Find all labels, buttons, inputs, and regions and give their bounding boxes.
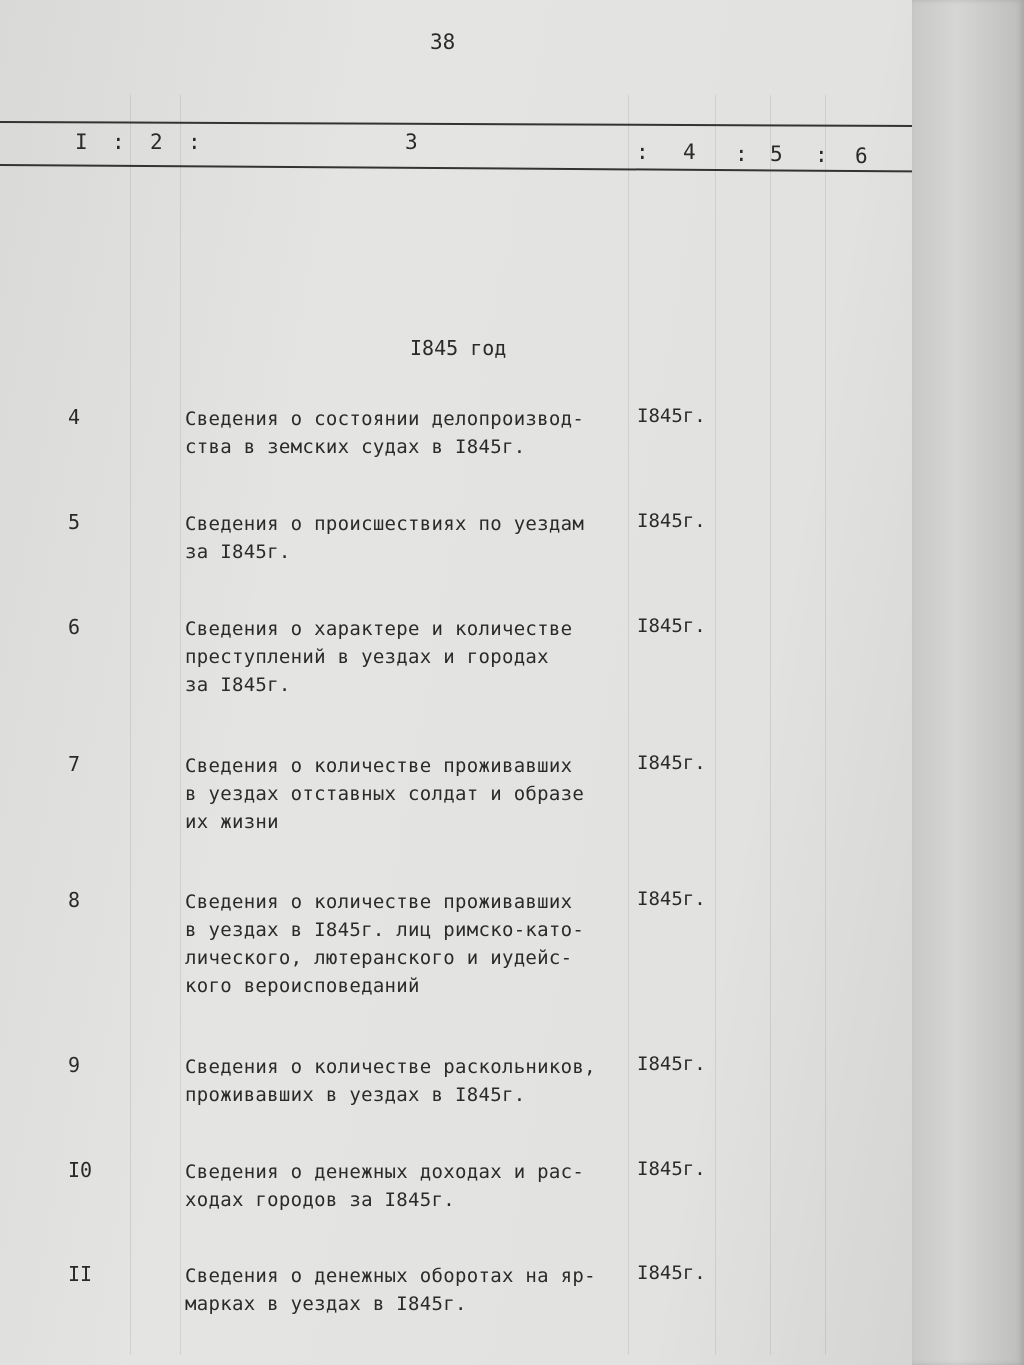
entry-line: в уездах в I845г. лиц римско-като- [185,919,585,941]
entry-line: преступлений в уездах и городах [185,646,549,668]
column-separator: : [735,142,748,166]
entry-number: 9 [68,1053,81,1077]
entry-description [185,405,630,461]
entry-description [185,1262,630,1318]
entry-line: Сведения о состоянии делопроизвод- [185,408,585,430]
entry-line: ства в земских судах в I845г. [185,436,526,458]
entry-line: ходах городов за I845г. [185,1189,455,1211]
entry-line: за I845г. [185,541,291,563]
entry-description [185,1158,630,1214]
entry-line: Сведения о происшествиях по уездам [185,513,585,535]
entry-year: I845г. [637,888,706,910]
entry-description [185,1053,630,1109]
entry-number: I0 [68,1158,93,1182]
entry-number: 7 [68,752,81,776]
column-separator: : [815,143,828,167]
entry-line: проживавших в уездах в I845г. [185,1084,526,1106]
column-header-4: 4 [683,140,696,164]
column-separator: : [636,140,649,164]
next-page-edge [912,0,1024,1365]
entry-year: I845г. [637,615,706,637]
section-heading: I845 год [410,336,507,360]
column-header-1: I [75,130,88,154]
entry-line: за I845г. [185,674,291,696]
entry-line: их жизни [185,811,279,833]
entry-year: I845г. [637,1158,706,1180]
entry-year: I845г. [637,1262,706,1284]
entry-number: 8 [68,888,81,912]
entry-year: I845г. [637,405,706,427]
entry-line: марках в уездах в I845г. [185,1293,467,1315]
column-header-2: 2 [150,130,163,154]
entry-year: I845г. [637,1053,706,1075]
entry-description [185,615,630,699]
column-divider [180,95,181,1355]
entry-line: Сведения о количестве раскольников, [185,1056,596,1078]
entry-number: 4 [68,405,81,429]
entry-line: кого вероисповеданий [185,975,420,997]
entry-description [185,888,630,1000]
entry-line: Сведения о характере и количестве [185,618,573,640]
column-header-6: 6 [855,144,868,168]
column-separator: : [188,130,201,154]
entry-line: Сведения о денежных оборотах на яр- [185,1265,596,1287]
entry-line: Сведения о денежных доходах и рас- [185,1161,585,1183]
entry-description [185,752,630,836]
entry-description [185,510,630,566]
column-header-3: 3 [405,130,418,154]
entry-line: лического, лютеранского и иудейс- [185,947,573,969]
entry-number: 5 [68,510,81,534]
entry-number: II [68,1262,93,1286]
column-divider [825,95,826,1355]
entry-line: Сведения о количестве проживавших [185,891,573,913]
entry-line: в уездах отставных солдат и образе [185,783,585,805]
column-divider [715,95,716,1355]
entry-line: Сведения о количестве проживавших [185,755,573,777]
entry-number: 6 [68,615,81,639]
entry-year: I845г. [637,510,706,532]
column-header-5: 5 [770,142,783,166]
header-top-rule [0,121,912,127]
page-number: 38 [430,30,456,54]
column-divider [770,95,771,1355]
column-separator: : [112,130,125,154]
entry-year: I845г. [637,752,706,774]
column-divider [130,95,131,1355]
